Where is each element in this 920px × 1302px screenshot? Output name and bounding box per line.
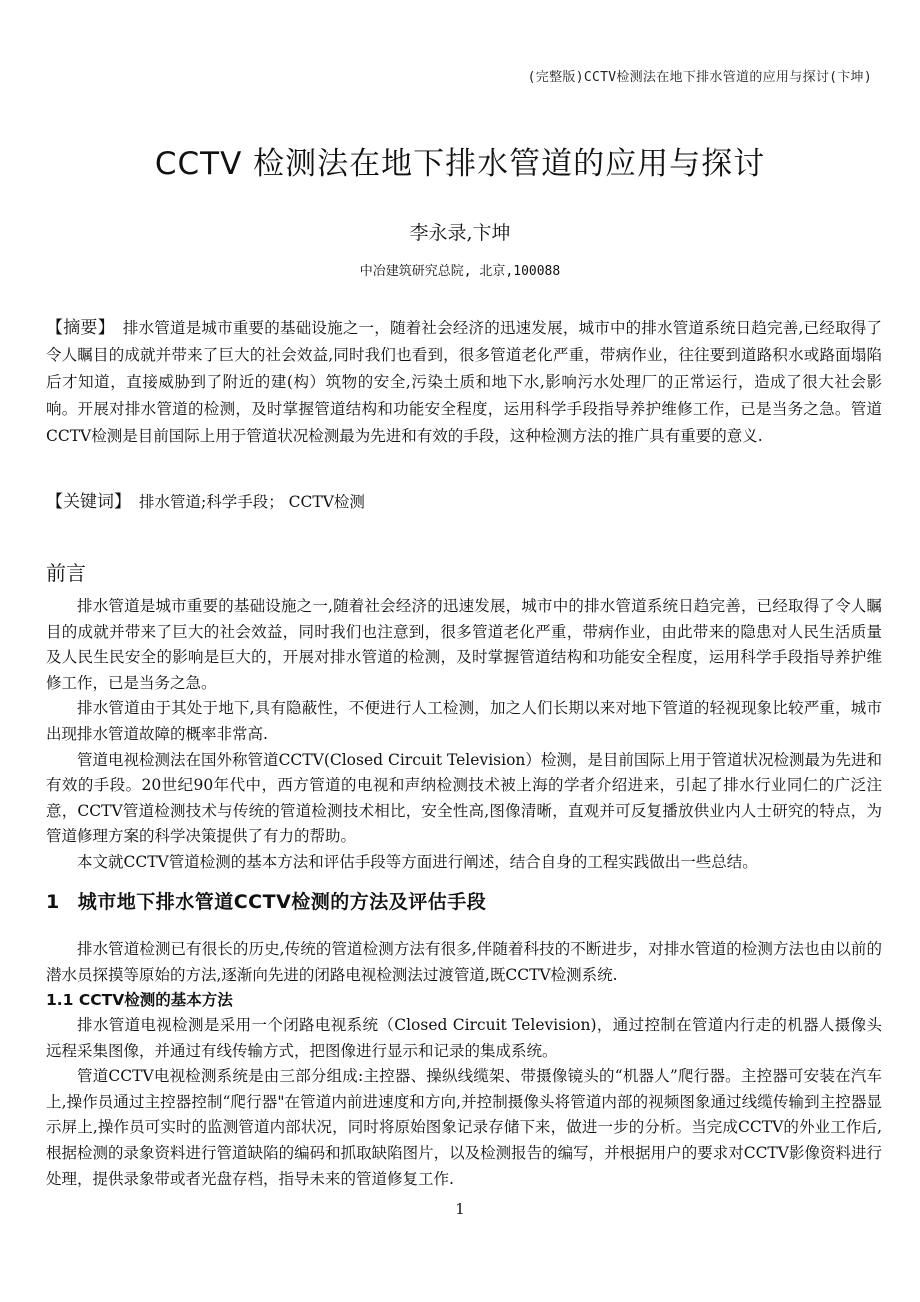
section-number: 1 [46, 891, 60, 913]
preface-paragraph: 本文就CCTV管道检测的基本方法和评估手段等方面进行阐述，结合自身的工程实践做出一些总结。 [77, 852, 758, 871]
section-1-intro [46, 937, 882, 988]
section-title: 城市地下排水管道CCTV检测的方法及评估手段 [77, 891, 487, 913]
page-number: 1 [455, 1200, 465, 1218]
subsection-number: 1.1 [46, 991, 74, 1009]
abstract-text: 排水管道是城市重要的基础设施之一，随着社会经济的迅速发展，城市中的排水管道系统日趋完善,已经取得了令人瞩目的成就并带来了巨大的社会效益,同时我们也看到，很多管道老化严重，带病作业，往往要到道路积水或路面塌陷后才知道，直接威胁到了附近的建(构）筑物的安全,污染土质和地下水,影响污水处理厂的正常运行，造成了很大社会影响。开展对排水管道的检测，及时掌握管道结构和功能安全程度，运用科学手段指导养护维修工作，已是当务之急。管道CCTV检测是目前国际上用于管道状况检测最为先进和有效的手段，这种检测方法的推广具有重要的意义. [46, 319, 883, 445]
section-paragraph: 排水管道检测已有很长的历史,传统的管道检测方法有很多,伴随着科技的不断进步，对排水管道的检测方法也由以前的潜水员探摸等原始的方法,逐渐向先进的闭路电视检测法过渡管道,既CCTV检测系统. [46, 940, 882, 984]
abstract [46, 315, 882, 450]
preface-paragraph: 管道电视检测法在国外称管道CCTV(Closed Circuit Television）检测，是目前国际上用于管道状况检测最为先进和有效的手段。20世纪90年代中，西方管道的电视和声纳检测技术被上海的学者介绍进来，引起了排水行业同仁的广泛注意，CCTV管道检测技术与传统的管道检测技术相比，安全性高,图像清晰，直观并可反复播放供业内人士研究的特点，为管道修理方案的科学决策提供了有力的帮助。 [46, 750, 882, 846]
subsection-1-1-heading [46, 988, 233, 1010]
subsection-paragraph: 排水管道电视检测是采用一个闭路电视系统（Closed Circuit Television)，通过控制在管道内行走的机器人摄像头远程采集图像，并通过有线传输方式，把图像进行显示和记录的集成系统。 [46, 1016, 882, 1060]
keywords-text: 排水管道;科学手段； CCTV检测 [139, 493, 365, 511]
paper-title: CCTV 检测法在地下排水管道的应用与探讨 [154, 146, 766, 182]
preface-body [46, 594, 882, 876]
keywords-label: 【关键词】 [46, 492, 131, 512]
affiliation: 中冶建筑研究总院, 北京,100088 [359, 264, 561, 279]
keywords [46, 487, 882, 512]
preface-paragraph: 排水管道由于其处于地下,具有隐蔽性，不便进行人工检测，加之人们长期以来对地下管道的轻视现象比较严重，城市出现排水管道故障的概率非常高. [46, 699, 882, 743]
subsection-1-1-body [46, 1013, 882, 1192]
authors: 李永录,卞坤 [409, 222, 511, 244]
running-header: (完整版)CCTV检测法在地下排水管道的应用与探讨(卞坤) [527, 70, 872, 85]
section-1-heading [46, 887, 486, 914]
abstract-label: 【摘要】 [46, 318, 115, 338]
preface-heading: 前言 [46, 561, 86, 585]
subsection-paragraph: 管道CCTV电视检测系统是由三部分组成:主控器、操纵线缆架、带摄像镜头的“机器人”爬行器。主控器可安装在汽车上,操作员通过主控器控制“爬行器"在管道内前进速度和方向,并控制摄像头将管道内部的视频图象通过线缆传输到主控器显示屏上,操作员可实时的监测管道内部状况，同时将原始图象记录存储下来，做进一步的分析。当完成CCTV的外业工作后,根据检测的录象资料进行管道缺陷的编码和抓取缺陷图片，以及检测报告的编写，并根据用户的要求对CCTV影像资料进行处理，提供录象带或者光盘存档，指导未来的管道修复工作. [46, 1067, 882, 1188]
preface-paragraph: 排水管道是城市重要的基础设施之一,随着社会经济的迅速发展，城市中的排水管道系统日趋完善，已经取得了令人瞩目的成就并带来了巨大的社会效益，同时我们也注意到，很多管道老化严重，带病作业，由此带来的隐患对人民生活质量及人民生民安全的影响是巨大的，开展对排水管道的检测，及时掌握管道结构和功能安全程度，运用科学手段指导养护维修工作，已是当务之急。 [46, 597, 882, 692]
subsection-title: CCTV检测的基本方法 [78, 991, 233, 1009]
